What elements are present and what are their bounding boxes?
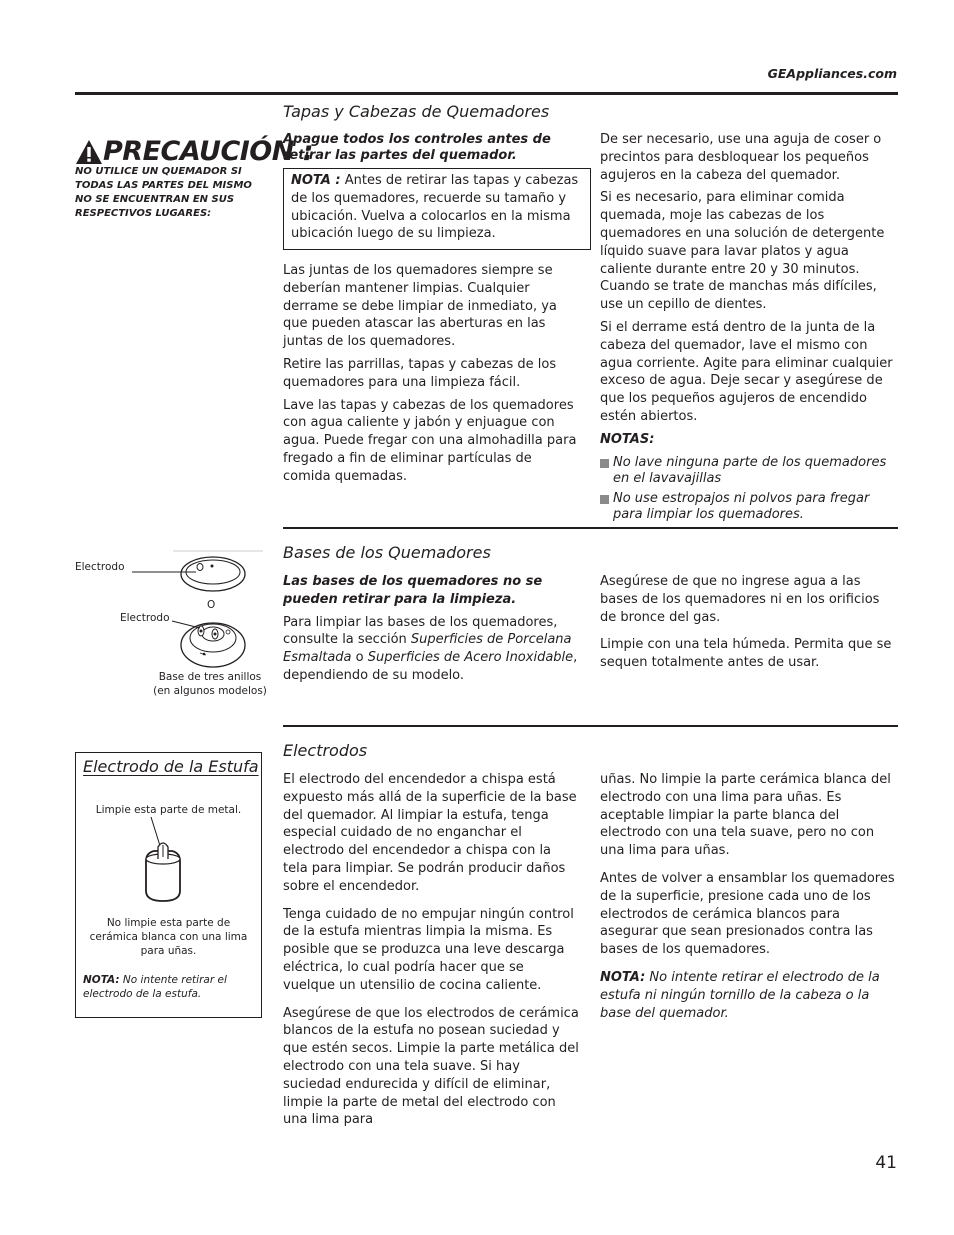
bases-right-column: [600, 573, 898, 677]
tapas-lead: Apague todos los controles antes de retirar las partes del quemador.: [283, 132, 551, 163]
electrode-label-bottom: Electrodo: [120, 612, 170, 624]
caution-title-text: PRECAUCIÓN :: [103, 136, 314, 167]
or-label: O: [207, 599, 216, 611]
tapas-left-column: [283, 262, 579, 491]
list-item: No lave ninguna parte de los quemadores en el lavavajillas: [600, 455, 900, 487]
electrode-ceramic-label: No limpie esta parte de cerámica blanca con una lima para uñas.: [89, 917, 248, 957]
electrode-label-top: Electrodo: [75, 561, 125, 573]
electrode-box-title: Electrodo de la Estufa: [83, 757, 259, 776]
tapas-right-column: [600, 131, 900, 527]
burner-base-figure: [60, 548, 280, 708]
bases-lead: Las bases de los quemadores no se pueden retirar para la limpieza.: [283, 574, 543, 607]
list-item: No use estropajos ni polvos para fregar para limpiar los quemadores.: [600, 491, 900, 523]
square-bullet-icon: [600, 459, 609, 468]
page-number: 41: [875, 1153, 897, 1173]
bases-paragraph: Asegúrese de que no ingrese agua a las bases de los quemadores ni en los orificios de bronce del gas.: [600, 574, 880, 625]
tapas-note-label: NOTA :: [291, 173, 341, 188]
tapas-paragraph: Si es necesario, para eliminar comida quemada, moje las cabezas de los quemadores en una solución de detergente líquido suave para lavar platos y agua caliente durante entre 20 y 30 minutos. Cuando se trate de manchas más difíciles, use un cepillo de dientes.: [600, 190, 885, 313]
tapas-paragraph: Las juntas de los quemadores siempre se deberían mantener limpias. Cualquier derrame se debe limpiar de inmediato, ya que pueden atascar las aberturas en las juntas de los quemadores.: [283, 263, 557, 350]
caution-text: NO UTILICE UN QUEMADOR SI TODAS LAS PARTES DEL MISMO NO SE ENCUENTRAN EN SUS RESPECTIVOS LUGARES:: [75, 166, 252, 219]
electrode-illustration: [76, 815, 261, 925]
electrodos-right-column: [600, 771, 900, 1027]
electrodos-paragraph: Antes de volver a ensamblar los quemadores de la superficie, presione cada uno de los electrodos de cerámica blancos para asegurar que sean presionados contra las bases de los quemadores.: [600, 870, 895, 958]
warning-icon: [75, 139, 103, 165]
square-bullet-icon: [600, 495, 609, 504]
electrodos-paragraph: Tenga cuidado de no empujar ningún control de la estufa mientras limpia la misma. Es posible que se produzca una leve descarga eléctrica, lo cual podría hacer que se vuelque un utensilio de cocina caliente.: [283, 906, 574, 993]
caution-title: [75, 136, 313, 167]
electrodos-paragraph: El electrodo del encendedor a chispa está expuesto más allá de la superficie de la base del quemador. Al limpiar la estufa, tenga especial cuidado de no enganchar el electrodo del encendedor a chispa con la tela para limpiar. Se podrán producir daños sobre el encendedor.: [283, 772, 577, 894]
electrode-clean-metal-label: Limpie esta parte de metal.: [95, 804, 242, 816]
section-divider: [283, 725, 898, 727]
bases-paragraph: Para limpiar las bases de los quemadores, consulte la sección Superficies de Porcelana Esmaltada o Superficies de Acero Inoxidable, dependiendo de su modelo.: [283, 614, 578, 683]
figure-caption: Base de tres anillos (en algunos modelos): [153, 671, 267, 697]
tapas-paragraph: Lave las tapas y cabezas de los quemadores con agua caliente y jabón y enjuague con agua. Puede fregar con una almohadilla para fregado a fin de eliminar partículas de comida quemadas.: [283, 397, 577, 484]
electrodos-paragraph: Asegúrese de que los electrodos de cerámica blancos de la estufa no posean suciedad y que estén secos. Limpie la parte metálica del electrodo con una tela suave. Si hay suciedad endurecida y difícil de eliminar, limpie la parte de metal del electrodo con una lima para: [283, 1005, 579, 1128]
tapas-note-box: [283, 168, 591, 250]
electrodos-left-column: [283, 771, 579, 1134]
tapas-paragraph: De ser necesario, use una aguja de coser o precintos para desbloquear los pequeños agujeros en la cabeza del quemador.: [600, 132, 882, 183]
tapas-note-text: Antes de retirar las tapas y cabezas de los quemadores, recuerde su tamaño y ubicación. Vuelva a colocarlos en la misma ubicación luego de su limpieza.: [291, 173, 579, 242]
bases-left-column: [283, 573, 579, 690]
tapas-paragraph: Retire las parrillas, tapas y cabezas de los quemadores para una limpieza fácil.: [283, 356, 557, 390]
bases-paragraph: Limpie con una tela húmeda. Permita que se sequen totalmente antes de usar.: [600, 637, 892, 671]
electrodos-heading: Electrodos: [283, 741, 368, 760]
tapas-heading: Tapas y Cabezas de Quemadores: [283, 102, 550, 121]
electrode-box-note: NOTA: No intente retirar el electrodo de la estufa.: [83, 974, 227, 1000]
tapas-notas-label: NOTAS:: [600, 431, 655, 447]
electrodos-note: NOTA: No intente retirar el electrodo de la estufa ni ningún tornillo de la cabeza o la base del quemador.: [600, 969, 880, 1021]
site-url: GEAppliances.com: [767, 66, 897, 81]
electrodos-paragraph: uñas. No limpie la parte cerámica blanca del electrodo con una lima para uñas. Es aceptable limpiar la parte blanca del electrodo con una tela suave, pero no con una lima para uñas.: [600, 772, 891, 859]
electrode-sidebar-box: [75, 752, 262, 1018]
section-divider: [283, 527, 898, 529]
tapas-paragraph: Si el derrame está dentro de la junta de la cabeza del quemador, lave el mismo con agua corriente. Agite para eliminar cualquier exceso de agua. Deje secar y asegúrese de que los pequeños agujeros de encendido estén abiertos.: [600, 319, 893, 424]
bases-heading: Bases de los Quemadores: [283, 543, 491, 562]
top-rule: [75, 92, 898, 95]
